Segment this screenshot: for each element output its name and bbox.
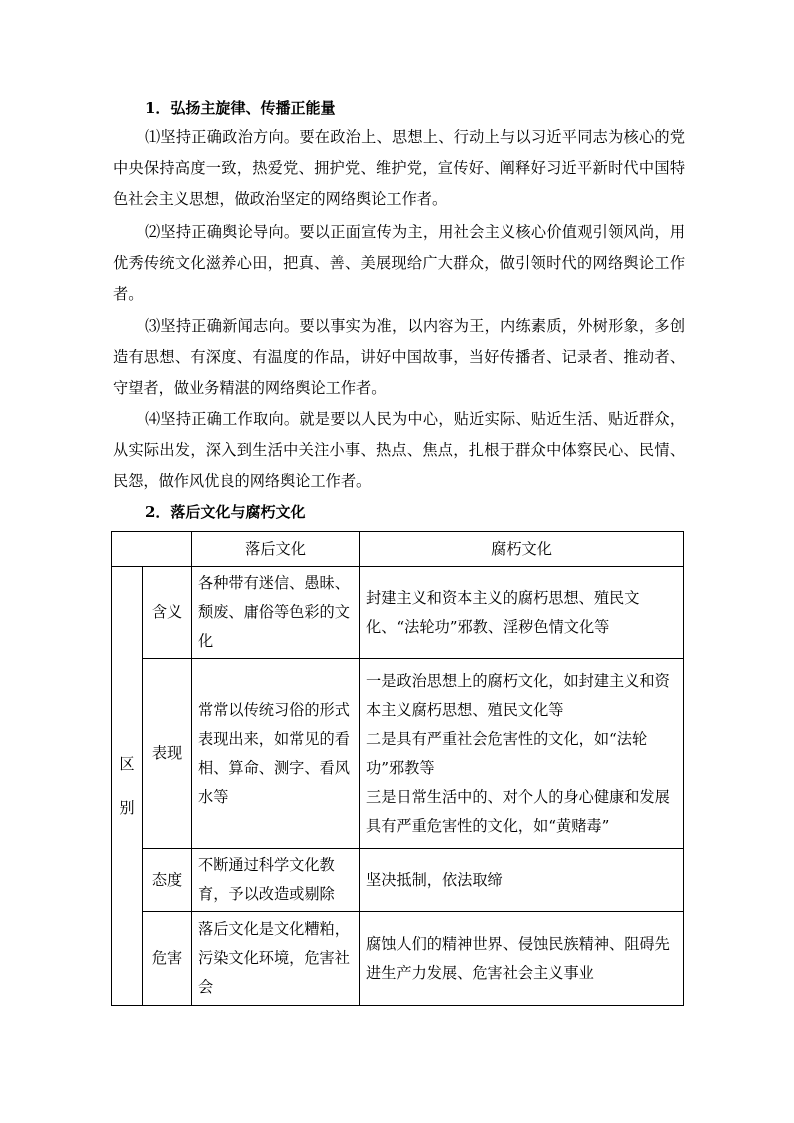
row-label: 态度 bbox=[143, 849, 192, 912]
row-label: 含义 bbox=[143, 567, 192, 659]
table-row bbox=[112, 567, 684, 659]
decadent-cell: 坚决抵制，依法取缔 bbox=[360, 849, 684, 912]
table-header-row bbox=[112, 532, 684, 567]
paragraph-text: ⑷坚持正确工作取向。就是要以人民为中心，贴近实际、贴近生活、贴近群众，从实际出发，深入到生活中关注小事、热点、焦点，扎根于群众中体察民心、民情、民怨，做作风优良的网络舆论工作者。 bbox=[113, 410, 685, 490]
section-heading-1: 1．弘扬主旋律、传播正能量 bbox=[145, 99, 336, 117]
paragraph-text: ⑶坚持正确新闻志向。要以事实为准，以内容为王，内练素质，外树形象，多创造有思想、有深度、有温度的作品，讲好中国故事，当好传播者、记录者、推动者、守望者，做业务精湛的网络舆论工作者。 bbox=[113, 317, 685, 397]
paragraph-work-orientation bbox=[113, 404, 685, 497]
section-heading-2: 2．落后文化与腐朽文化 bbox=[145, 503, 306, 521]
header-backward-culture: 落后文化 bbox=[192, 532, 360, 567]
paragraph-opinion-guidance bbox=[113, 217, 685, 310]
decadent-item: 二是具有严重社会危害性的文化，如“法轮功”邪教等 bbox=[366, 729, 648, 777]
decadent-cell: 腐蚀人们的精神世界、侵蚀民族精神、阻碍先进生产力发展、危害社会主义事业 bbox=[360, 912, 684, 1006]
row-label: 危害 bbox=[143, 912, 192, 1006]
comparison-table bbox=[111, 531, 684, 1006]
header-decadent-culture: 腐朽文化 bbox=[360, 532, 684, 567]
table-row bbox=[112, 849, 684, 912]
paragraph-text: ⑴坚持正确政治方向。要在政治上、思想上、行动上与以习近平同志为核心的党中央保持高度一致，热爱党、拥护党、维护党，宣传好、阐释好习近平新时代中国特色社会主义思想，做政治坚定的网络舆论工作者。 bbox=[113, 128, 685, 208]
backward-cell: 不断通过科学文化教育，予以改造或剔除 bbox=[192, 849, 360, 912]
paragraph-news-aspiration bbox=[113, 311, 685, 404]
backward-cell: 落后文化是文化糟粕，污染文化环境，危害社会 bbox=[192, 912, 360, 1006]
backward-cell: 各种带有迷信、愚昧、颓废、庸俗等色彩的文化 bbox=[192, 567, 360, 659]
paragraph-political-direction bbox=[113, 122, 685, 215]
decadent-cell bbox=[360, 659, 684, 849]
row-label: 表现 bbox=[143, 659, 192, 849]
table-row bbox=[112, 659, 684, 849]
paragraph-text: ⑵坚持正确舆论导向。要以正面宣传为主，用社会主义核心价值观引领风尚，用优秀传统文化滋养心田，把真、善、美展现给广大群众，做引领时代的网络舆论工作者。 bbox=[113, 223, 685, 303]
decadent-item: 一是政治思想上的腐朽文化，如封建主义和资本主义腐朽思想、殖民文化等 bbox=[366, 671, 670, 719]
header-empty-cell bbox=[112, 532, 192, 567]
table-row bbox=[112, 912, 684, 1006]
decadent-item: 三是日常生活中的、对个人的身心健康和发展具有严重危害性的文化，如“黄赌毒” bbox=[366, 787, 670, 835]
decadent-cell: 封建主义和资本主义的腐朽思想、殖民文化、“法轮功”邪教、淫秽色情文化等 bbox=[360, 567, 684, 659]
group-label-difference: 区 别 bbox=[112, 567, 143, 1006]
backward-cell: 常常以传统习俗的形式表现出来，如常见的看相、算命、测字、看风水等 bbox=[192, 659, 360, 849]
